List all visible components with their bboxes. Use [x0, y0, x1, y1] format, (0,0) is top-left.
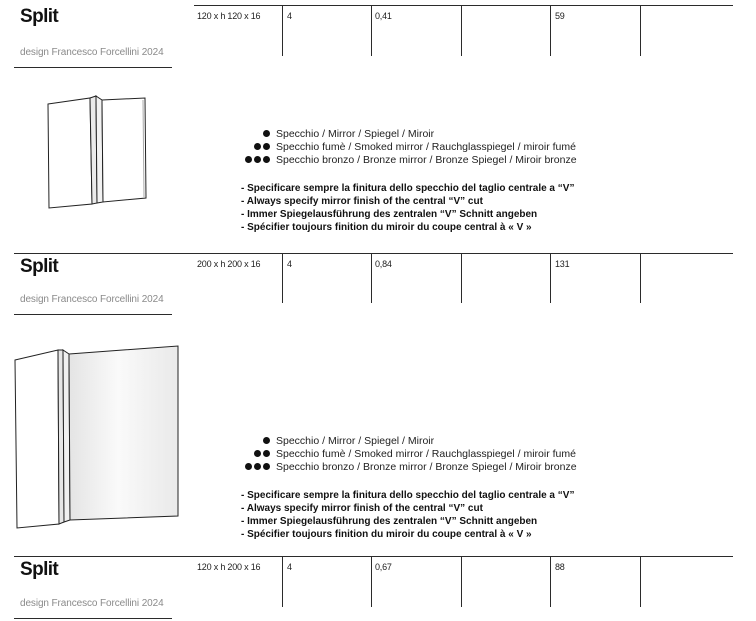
note-fr: - Spécifier toujours finition du miroir du coupe central à « V »	[241, 222, 532, 233]
table-top-border	[14, 253, 733, 254]
column-divider	[640, 556, 641, 607]
dot-icon	[263, 437, 270, 444]
dimensions-cell: 120 x h 200 x 16	[197, 562, 261, 572]
dot-icon	[263, 130, 270, 137]
finish-dots	[236, 156, 270, 163]
note-it: - Specificare sempre la finitura dello specchio del taglio centrale a “V”	[241, 490, 575, 501]
dot-icon	[263, 450, 270, 457]
column-divider	[461, 5, 462, 56]
designer-credit: design Francesco Forcellini 2024	[20, 598, 164, 609]
note-de: - Immer Spiegelausführung des zentralen “V” Schnitt angeben	[241, 516, 538, 527]
table-cell: 4	[287, 259, 292, 269]
finish-label: Specchio bronzo / Bronze mirror / Bronze Spiegel / Miroir bronze	[276, 460, 577, 473]
dimensions-cell: 120 x h 120 x 16	[197, 11, 261, 21]
designer-credit: design Francesco Forcellini 2024	[20, 47, 164, 58]
dot-icon	[263, 143, 270, 150]
finish-option-bronze	[236, 153, 577, 166]
table-cell: 59	[555, 11, 565, 21]
table-cell: 4	[287, 562, 292, 572]
designer-credit: design Francesco Forcellini 2024	[20, 294, 164, 305]
column-divider	[640, 253, 641, 303]
column-divider	[461, 253, 462, 303]
finish-dots	[236, 143, 270, 150]
table-cell: 0,67	[375, 562, 392, 572]
finish-option-mirror	[236, 434, 434, 447]
dot-icon	[254, 156, 261, 163]
table-cell: 4	[287, 11, 292, 21]
finish-label: Specchio / Mirror / Spiegel / Miroir	[276, 434, 435, 447]
finish-label: Specchio fumè / Smoked mirror / Rauchglasspiegel / miroir fumé	[276, 140, 576, 153]
column-divider	[550, 556, 551, 607]
finish-dots	[236, 437, 270, 444]
product-title: Split	[20, 559, 59, 580]
finish-option-mirror	[236, 127, 434, 140]
dot-icon	[245, 156, 252, 163]
column-divider	[550, 253, 551, 303]
finish-dots	[236, 450, 270, 457]
divider	[14, 618, 172, 619]
dot-icon	[254, 143, 261, 150]
finish-option-smoked	[236, 140, 576, 153]
product-title: Split	[20, 6, 59, 27]
table-top-border	[194, 5, 733, 6]
finish-option-smoked	[236, 447, 576, 460]
note-de: - Immer Spiegelausführung des zentralen “V” Schnitt angeben	[241, 209, 538, 220]
table-top-border	[14, 556, 733, 557]
dot-icon	[263, 463, 270, 470]
note-en: - Always specify mirror finish of the central “V” cut	[241, 503, 483, 514]
dot-icon	[254, 450, 261, 457]
note-it: - Specificare sempre la finitura dello specchio del taglio centrale a “V”	[241, 183, 575, 194]
dot-icon	[263, 156, 270, 163]
dot-icon	[245, 463, 252, 470]
column-divider	[550, 5, 551, 56]
split-mirror-large-illustration	[12, 344, 182, 528]
column-divider	[461, 556, 462, 607]
column-divider	[282, 253, 283, 303]
finish-option-bronze	[236, 460, 577, 473]
column-divider	[371, 556, 372, 607]
note-en: - Always specify mirror finish of the central “V” cut	[241, 196, 483, 207]
divider	[14, 314, 172, 315]
finish-label: Specchio fumè / Smoked mirror / Rauchglasspiegel / miroir fumé	[276, 447, 576, 460]
dimensions-cell: 200 x h 200 x 16	[197, 259, 261, 269]
table-cell: 0,84	[375, 259, 392, 269]
divider	[14, 67, 172, 68]
column-divider	[282, 556, 283, 607]
column-divider	[282, 5, 283, 56]
finish-dots	[236, 463, 270, 470]
table-cell: 131	[555, 259, 570, 269]
note-fr: - Spécifier toujours finition du miroir du coupe central à « V »	[241, 529, 532, 540]
table-cell: 0,41	[375, 11, 392, 21]
column-divider	[371, 253, 372, 303]
finish-dots	[236, 130, 270, 137]
column-divider	[640, 5, 641, 56]
product-title: Split	[20, 256, 59, 277]
dot-icon	[254, 463, 261, 470]
column-divider	[371, 5, 372, 56]
finish-label: Specchio bronzo / Bronze mirror / Bronze Spiegel / Miroir bronze	[276, 153, 577, 166]
split-mirror-small-illustration	[40, 94, 152, 210]
finish-label: Specchio / Mirror / Spiegel / Miroir	[276, 127, 435, 140]
table-cell: 88	[555, 562, 565, 572]
